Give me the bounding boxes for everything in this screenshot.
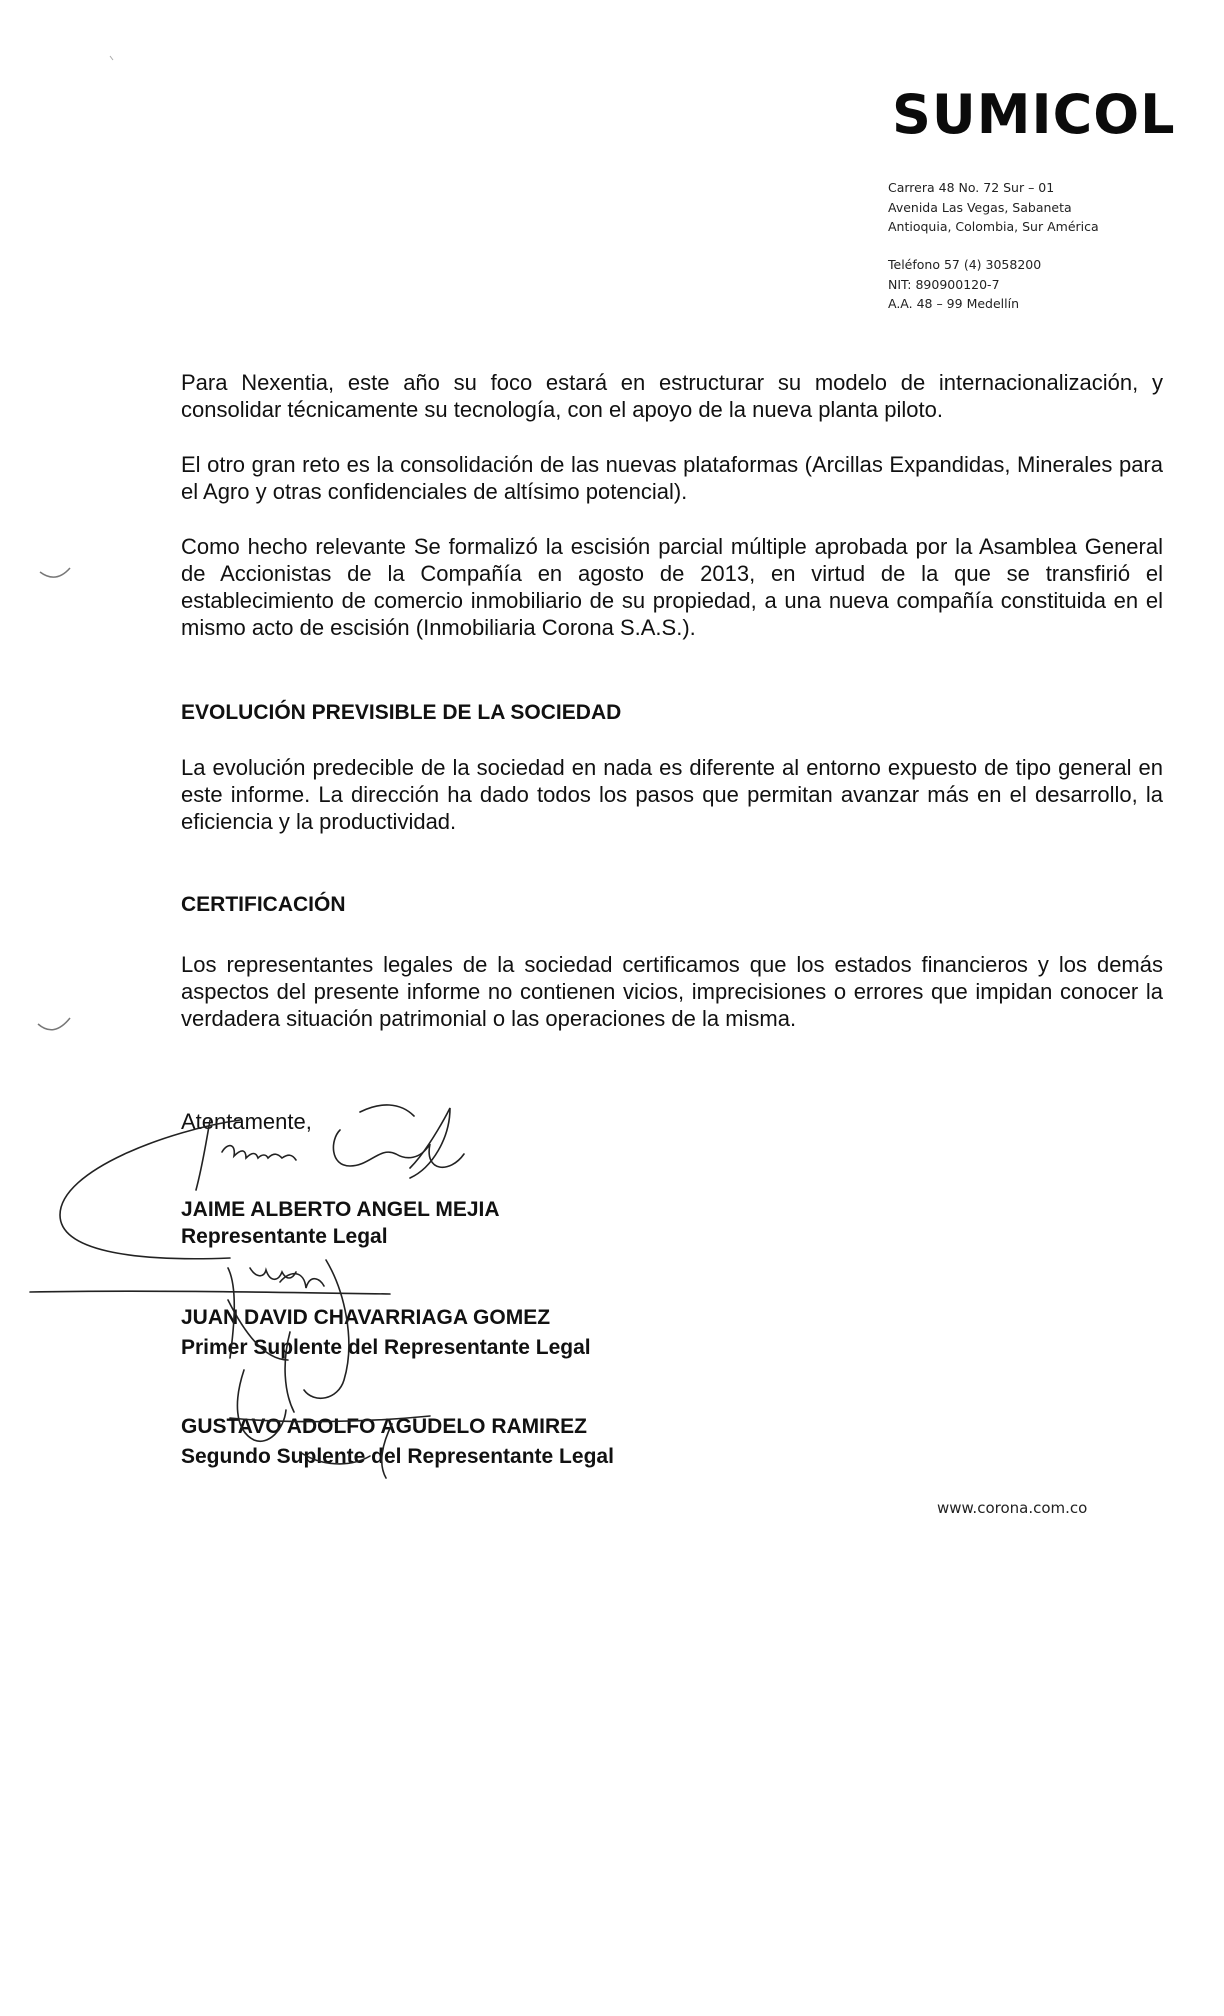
signer-name: GUSTAVO ADOLFO AGUDELO RAMIREZ xyxy=(181,1415,587,1438)
company-logo: SUMICOL xyxy=(892,83,1176,146)
paragraph-certificacion: Los representantes legales de la sociedad certificamos que los estados financieros y los demás aspectos del presente informe no contienen vicios, imprecisiones o errores que impidan conocer la verdadera situación patrimonial o las operaciones de la misma. xyxy=(181,952,1163,1031)
address-line: Carrera 48 No. 72 Sur – 01 xyxy=(888,180,1055,195)
address-line: Avenida Las Vegas, Sabaneta xyxy=(888,199,1072,215)
paragraph-nexentia: Para Nexentia, este año su foco estará en estructurar su modelo de internacionalización, y consolidar técnicamente su tecnología, con el apoyo de la nueva planta piloto. xyxy=(181,370,1163,422)
heading-certificacion: CERTIFICACIÓN xyxy=(181,893,346,916)
heading-evolucion: EVOLUCIÓN PREVISIBLE DE LA SOCIEDAD xyxy=(181,701,622,724)
footer-website: www.corona.com.co xyxy=(937,1499,1088,1517)
contact-line: A.A. 48 – 99 Medellín xyxy=(888,296,1020,311)
paragraph-spinoff: Como hecho relevante Se formalizó la escisión parcial múltiple aprobada por la Asamblea General de Accionistas de la Compañía en agosto de 2013, en virtud de la que se transfirió el establecimiento de comercio inmobiliario de su propiedad, a una nueva compañía constituida en el mismo acto de escisión (Inmobiliaria Corona S.A.S.). xyxy=(181,534,1163,640)
address-line: Antioquia, Colombia, Sur América xyxy=(888,219,1099,234)
closing-salutation: Atentamente, xyxy=(181,1109,312,1134)
signer-role: Representante Legal xyxy=(181,1225,388,1248)
paragraph-platforms: El otro gran reto es la consolidación de las nuevas plataformas (Arcillas Expandidas, Minerales para el Agro y otras confidenciales de altísimo potencial). xyxy=(181,452,1163,504)
company-contact xyxy=(888,255,1188,314)
signer-role: Primer Suplente del Representante Legal xyxy=(181,1336,591,1359)
signer-name: JUAN DAVID CHAVARRIAGA GOMEZ xyxy=(181,1306,551,1329)
contact-line: Teléfono 57 (4) 3058200 xyxy=(888,257,1042,272)
paragraph-evolucion: La evolución predecible de la sociedad en nada es diferente al entorno expuesto de tipo general en este informe. La dirección ha dado todos los pasos que permitan avanzar más en el desarrollo, la eficiencia y la productividad. xyxy=(181,755,1163,834)
company-address xyxy=(888,178,1188,237)
signer-role: Segundo Suplente del Representante Legal xyxy=(181,1445,614,1468)
contact-line: NIT: 890900120-7 xyxy=(888,276,1000,292)
signer-name: JAIME ALBERTO ANGEL MEJIA xyxy=(181,1198,500,1221)
